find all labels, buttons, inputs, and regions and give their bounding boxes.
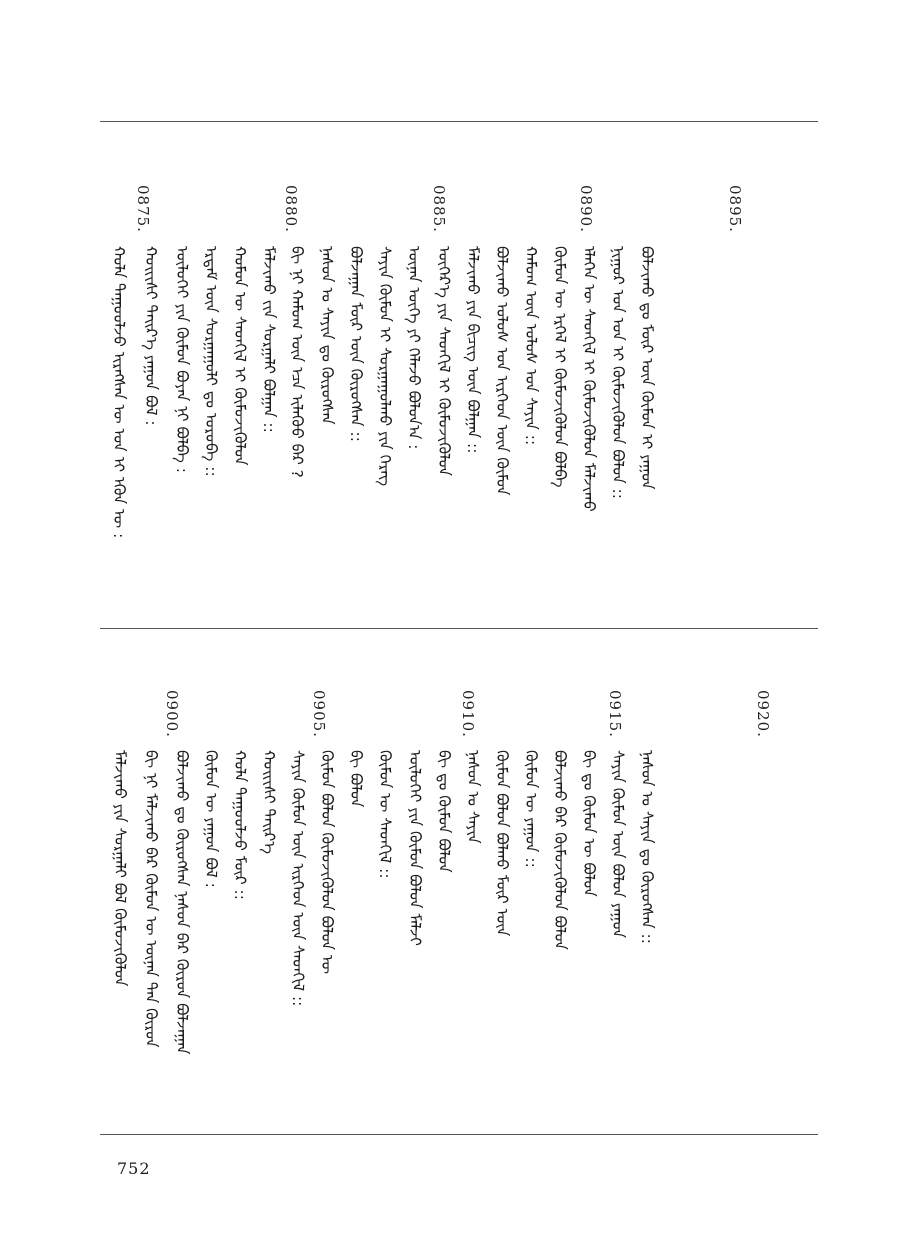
line-number: 0905.: [310, 690, 328, 738]
verse-line: ᠬᠤᠮᠤᠨ ᠦ ᠰᠡᠳᠭᠢᠯ ᠢ ᠬᠦᠮᠦᠵᠢᠭᠦᠯᠦᠨ: [231, 246, 249, 466]
verse-line: ᠥᠯᠦᠭᠡᠢ ᠶᠢᠨ ᠬᠦᠮᠦᠨ ᠪᠣᠯᠤᠨ ᠮᠠᠯᠵᠢ: [406, 750, 424, 946]
line-number: 0910.: [459, 690, 477, 738]
verse-line: ᠰᠠᠶᠢᠨ ᠬᠦᠮᠦᠨ ᠢ ᠰᠤᠷᠭᠠᠭᠤᠯᠬᠤ ᠶᠢᠨ ᠬᠡᠷᠡᠭ: [376, 246, 394, 487]
verse-line: ᠮᠠᠯᠵᠢᠬᠤ ᠶᠢᠨ ᠰᠤᠷᠭᠠᠯᠢ ᠪᠣᠯ ᠬᠦᠮᠦᠵᠢᠭᠦᠯᠦᠨ: [111, 750, 129, 987]
line-number: 0900.: [163, 690, 181, 738]
verse-line: ᠡᠯᠡᠭᠡᠨ ᠦ ᠰᠡᠳᠭᠢᠯ ᠢ ᠬᠦᠮᠦᠵᠢᠭᠦᠯᠦᠨ ᠮᠠᠯᠵᠢᠬᠤ: [580, 246, 598, 512]
verse-line: ᠬᠦᠮᠦᠨ ᠪᠣᠯᠤᠨ ᠬᠦᠮᠦᠵᠢᠭᠦᠯᠦᠨ ᠪᠣᠯᠤᠨ ᠦ: [318, 750, 336, 975]
verse-line: ᠪᠣᠯᠵᠢᠬᠤ ᠳᠤ ᠬᠦᠷᠦᠭᠰᠡᠨ ᠨᠠᠰᠤᠨ ᠪᠠᠷ ᠬᠦᠷᠦᠨ ᠪᠣᠯᠵᠠᠭᠠᠨ: [173, 750, 191, 1055]
verse-line: ᠪᠢ ᠨᠢ ᠬᠠᠮᠤᠭ ᠦᠨ ᠡᠴᠡ ᠢᠯᠡᠭᠦᠦ ᠪᠡᠷ ?: [288, 246, 306, 478]
verse-line: ᠪᠢ ᠳᠤ ᠬᠦᠮᠦᠨ ᠪᠣᠯᠤᠨ: [435, 750, 453, 873]
verse-line: ᠰᠠᠶᠢᠨ ᠬᠦᠮᠦᠨ ᠦᠨ ᠪᠣᠯᠤᠨ ᠶᠠᠭᠤᠨ: [609, 750, 627, 938]
verse-line: ᠬᠣᠢᠢᠰᠢ ᠳᠡᠢᠷ᠎ᠡ ᠶᠠᠭᠤᠨ ᠪᠣᠯ :: [142, 246, 160, 426]
bottom-rule: [100, 1134, 818, 1135]
verse-line: ᠨᠠᠰᠤᠨ ᠤ ᠰᠠᠶᠢᠨ ᠳᠤ ᠬᠦᠷᠦᠭᠰᠡᠨ: [318, 246, 336, 425]
verse-line: ᠬᠦᠮᠦᠨ ᠦ ᠰᠡᠳᠭᠢᠯ ::: [376, 750, 394, 879]
verse-line: ᠨᠢᠭᠤᠷ ᠤᠨ ᠤᠨ ᠢ ᠬᠦᠮᠦᠵᠢᠭᠦᠯᠦᠨ ᠪᠣᠯᠤᠨ ::: [609, 246, 627, 499]
verse-line: ᠪᠣᠯᠵᠢᠬᠤ ᠪᠠᠷ ᠬᠦᠮᠦᠵᠢᠭᠦᠯᠦᠨ ᠪᠣᠯᠤᠨ: [551, 750, 569, 950]
verse-line: ᠡᠷᠳᠡᠮ ᠦᠨ ᠰᠤᠷᠭᠠᠭᠤᠯᠢ ᠳᠤ ᠣᠷᠣᠪᠠ ::: [202, 246, 220, 477]
line-number: 0875.: [134, 185, 152, 233]
verse-line: ᠬᠣᠯᠠ ᠳᠠᠭᠤᠤᠯᠵᠤ ᠢᠷᠡᠭᠰᠡᠨ ᠦ ᠣᠨ ᠢ ᠡᠭᠦᠨ ᠦ :: [110, 246, 128, 539]
page-number: 752: [117, 1159, 151, 1178]
verse-line: ᠬᠦᠮᠦᠨ ᠦ ᠶᠠᠭᠤᠨ ᠪᠣᠯ :: [202, 750, 220, 888]
verse-line: ᠮᠠᠯᠵᠢᠬᠤ ᠶᠢᠨ ᠪᠢᠴᠢᠭ ᠦᠨ ᠪᠣᠯᠭᠠᠨ ::: [464, 246, 482, 454]
verse-line: ᠰᠠᠶᠢᠨ ᠬᠦᠮᠦᠨ ᠦᠨ ᠢᠷᠭᠡᠳ ᠦᠨ ᠰᠡᠳᠭᠢᠯ ::: [289, 750, 307, 1007]
line-number: 0885.: [430, 185, 448, 233]
verse-line: ᠪᠢ ᠳᠤ ᠬᠦᠮᠦᠨ ᠦ ᠪᠣᠯᠤᠨ: [580, 750, 598, 897]
verse-line: ᠥᠭᠡᠷ᠎ᠡ ᠶᠢᠨ ᠰᠡᠳᠭᠢᠯ ᠢ ᠬᠦᠮᠦᠵᠢᠭᠦᠯᠦᠨ: [435, 246, 453, 477]
verse-line: ᠬᠣᠢᠢᠰᠢ ᠳᠡᠢᠷ᠎ᠡ: [260, 750, 278, 854]
line-number: 0890.: [577, 185, 595, 233]
verse-line: ᠪᠢ ᠨᠢ ᠮᠠᠯᠵᠢᠬᠤ ᠪᠠᠷ ᠬᠦᠮᠦᠨ ᠦ ᠦᠨᠡᠨ ᠲᠠᠨ ᠬᠦᠷᠦᠨ: [142, 750, 160, 1048]
verse-line: ᠪᠣᠯᠵᠠᠭᠠᠨ ᠮᠥᠷ ᠦᠨ ᠬᠦᠷᠦᠭᠰᠡᠨ ::: [347, 246, 365, 442]
top-rule: [100, 121, 818, 122]
verse-line: ᠮᠠᠯᠵᠢᠬᠤ ᠵᠢᠨ ᠰᠤᠷᠭᠠᠯᠢ ᠪᠣᠯᠭᠠᠨ ::: [260, 246, 278, 433]
verse-line: ᠪᠣᠯᠵᠢᠬᠤ ᠤᠯᠤᠰ ᠤᠨ ᠢᠷᠭᠡᠳ ᠦᠨ ᠬᠦᠮᠦᠨ: [493, 246, 511, 496]
line-number: 0880.: [282, 185, 300, 233]
verse-line: ᠬᠠᠮᠤᠭ ᠦᠨ ᠤᠯᠤᠰ ᠤᠨ ᠰᠠᠶᠢᠨ ::: [522, 246, 540, 446]
line-number: 0920.: [754, 690, 772, 738]
verse-line: ᠥᠯᠦᠭᠡᠢ ᠶᠢᠨ ᠬᠦᠮᠦᠨ ᠪᠤᠶᠠᠨ ᠨᠢ ᠪᠣᠯᠪᠠ :: [173, 246, 191, 473]
verse-line: ᠬᠦᠮᠦᠨ ᠪᠣᠯᠤᠨ ᠪᠣᠯᠬᠤ ᠮᠥᠷ ᠦᠨ: [493, 750, 511, 937]
verse-line: ᠪᠢ ᠪᠣᠯᠤᠨ: [347, 750, 365, 808]
verse-line: ᠬᠦᠮᠦᠨ ᠦ ᠶᠠᠭᠤᠨ ::: [522, 750, 540, 868]
line-number: 0895.: [726, 185, 744, 233]
line-number: 0915.: [606, 690, 624, 738]
verse-line: ᠨᠠᠰᠤᠨ ᠤ ᠰᠠᠶᠢᠨ: [464, 750, 482, 844]
verse-line: ᠨᠠᠰᠤᠨ ᠤ ᠰᠠᠶᠢᠨ ᠳᠤ ᠬᠦᠷᠦᠭᠰᠡᠨ ::: [638, 750, 656, 944]
verse-line: ᠬᠣᠯᠠ ᠳᠠᠭᠤᠤᠯᠵᠤ ᠮᠥᠷ ::: [231, 750, 249, 900]
middle-rule: [100, 628, 818, 629]
verse-line: ᠦᠨᠡᠨ ᠦᠭᠡ ᠶᠢ ᠬᠡᠯᠡᠵᠦ ᠪᠣᠯᠤᠨ᠎ᠠ :: [405, 246, 423, 450]
verse-line: ᠬᠦᠮᠦᠨ ᠦ ᠡᠷᠭᠡᠯ ᠢ ᠬᠦᠮᠦᠵᠢᠭᠦᠯᠦᠨ ᠪᠣᠯᠪᠠ: [551, 246, 569, 488]
verse-line: ᠪᠣᠯᠵᠢᠬᠤ ᠳᠤ ᠮᠥᠷ ᠦᠨ ᠬᠦᠮᠦᠨ ᠢ ᠶᠠᠭᠤᠨ: [638, 246, 656, 490]
